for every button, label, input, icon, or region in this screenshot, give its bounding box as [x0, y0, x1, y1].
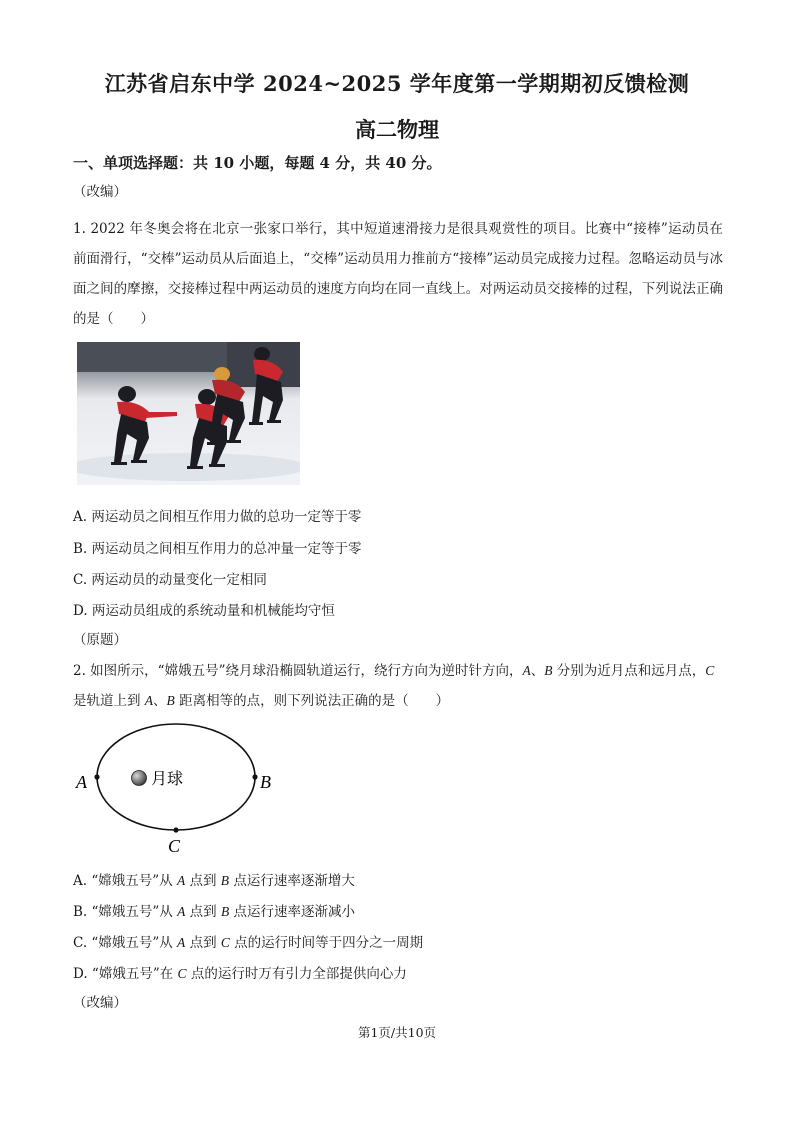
- page-footer: 第1页/共10页: [357, 1025, 437, 1040]
- section-heading: 一、单项选择题：共 10 小题，每题 4 分，共 40 分。: [73, 154, 442, 172]
- label-c: C: [168, 836, 181, 856]
- point-c: [173, 827, 178, 832]
- speed-skating-photo: [77, 342, 300, 485]
- orbit-diagram: [70, 722, 290, 857]
- q2-option-c: C. “嫦娥五号”从 A 点到 C 点的运行时间等于四分之一周期: [73, 935, 424, 951]
- q2-option-b: B. “嫦娥五号”从 A 点到 B 点运行速率逐渐减小: [73, 904, 355, 920]
- skaters-illustration: [77, 342, 300, 485]
- q3-tag: （改编）: [73, 995, 127, 1011]
- q1-option-b: B. 两运动员之间相互作用力的总冲量一定等于零: [73, 541, 362, 557]
- exam-subject: 高二物理: [355, 117, 439, 142]
- q1-option-c: C. 两运动员的动量变化一定相同: [73, 572, 267, 588]
- moon-icon: [132, 771, 147, 786]
- q2-text: 2. 如图所示，“嫦娥五号”绕月球沿椭圆轨道运行，绕行方向为逆时针方向，A、B 分别为近月点和远月点，C 是轨道上到 A、B 距离相等的点，则下列说法正确的是（ ）: [73, 663, 715, 709]
- q2-tag: （原题）: [73, 632, 127, 648]
- exam-title: 江苏省启东中学 2024~2025 学年度第一学期期初反馈检测: [104, 71, 690, 96]
- label-a: A: [76, 772, 87, 792]
- q1-text: 1. 2022 年冬奥会将在北京一张家口举行，其中短道速滑接力是很具观赏性的项目。比赛中“接棒”运动员在前面滑行，“交棒”运动员从后面追上，“交棒”运动员用力推前方“接棒”运动员完成接力过程。忽略运动员与冰面之间的摩擦，交接棒过程中两运动员的速度方向均在同一直线上。对两运动员交接棒的过程，下列说法正确的是（ ）: [73, 221, 723, 327]
- q1-option-a: A. 两运动员之间相互作用力做的总功一定等于零: [73, 509, 362, 525]
- q1-option-d: D. 两运动员组成的系统动量和机械能均守恒: [73, 603, 335, 619]
- q2-option-a: A. “嫦娥五号”从 A 点到 B 点运行速率逐渐增大: [73, 873, 355, 889]
- label-b: B: [260, 772, 271, 792]
- moon-label: 月球: [151, 769, 184, 788]
- q1-tag: （改编）: [73, 184, 127, 200]
- q2-option-d: D. “嫦娥五号”在 C 点的运行时万有引力全部提供向心力: [73, 966, 407, 982]
- point-b: [252, 774, 257, 779]
- point-a: [94, 774, 99, 779]
